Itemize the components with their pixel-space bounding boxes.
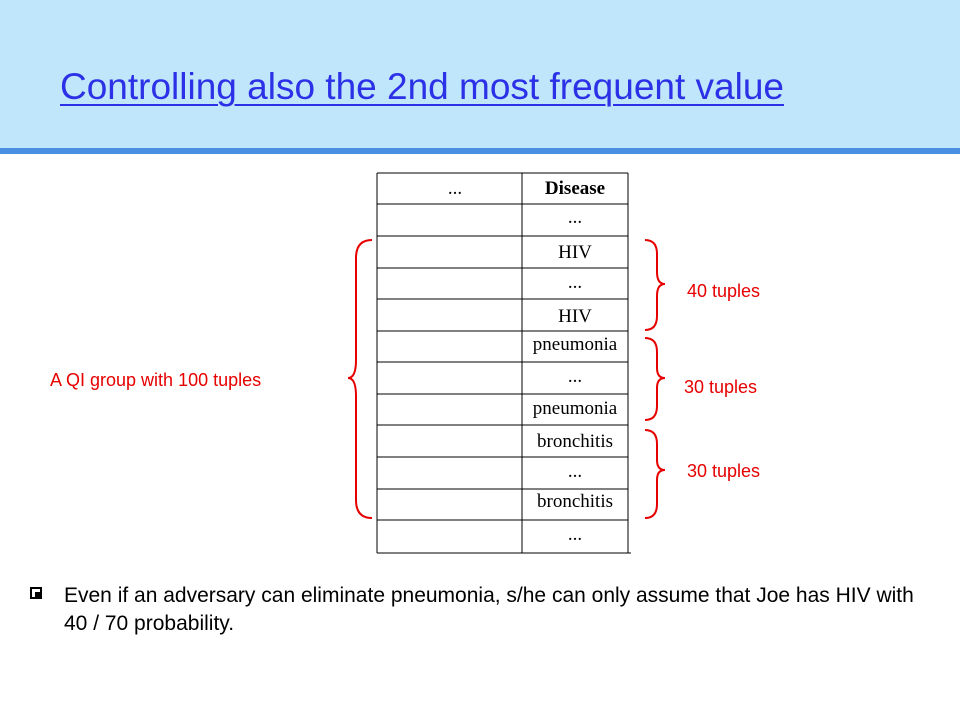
disease-cell: pneumonia	[532, 398, 618, 419]
disease-cell: ...	[567, 272, 583, 293]
table-header-ellipsis: ...	[447, 178, 463, 199]
brace-1-label: 40 tuples	[687, 281, 761, 301]
disease-cell: bronchitis	[537, 431, 613, 452]
disease-cell: ...	[567, 524, 583, 545]
bullet-text: Even if an adversary can eliminate pneumonia, s/he can only assume that Joe has HIV with 40 / 70 probability.	[64, 584, 914, 635]
table-header-disease: Disease	[544, 178, 606, 199]
disease-cell: ...	[567, 207, 583, 228]
brace-40-tuples	[645, 240, 665, 330]
disease-cell: HIV	[558, 306, 592, 327]
disease-cell: pneumonia	[532, 334, 618, 355]
brace-30-tuples-pneumonia	[645, 338, 665, 420]
disease-cell: ...	[567, 366, 583, 387]
qi-group-brace	[348, 240, 372, 518]
slide-title: Controlling also the 2nd most frequent value	[60, 66, 784, 107]
disease-cell: ...	[567, 461, 583, 482]
checkbox-bullet-icon	[30, 587, 42, 599]
qi-group-label: A QI group with 100 tuples	[50, 370, 262, 390]
brace-3-label: 30 tuples	[687, 461, 761, 481]
disease-cell: bronchitis	[537, 491, 613, 512]
disease-cell: HIV	[558, 242, 592, 263]
brace-30-tuples-bronchitis	[645, 430, 665, 518]
brace-2-label: 30 tuples	[684, 377, 758, 397]
